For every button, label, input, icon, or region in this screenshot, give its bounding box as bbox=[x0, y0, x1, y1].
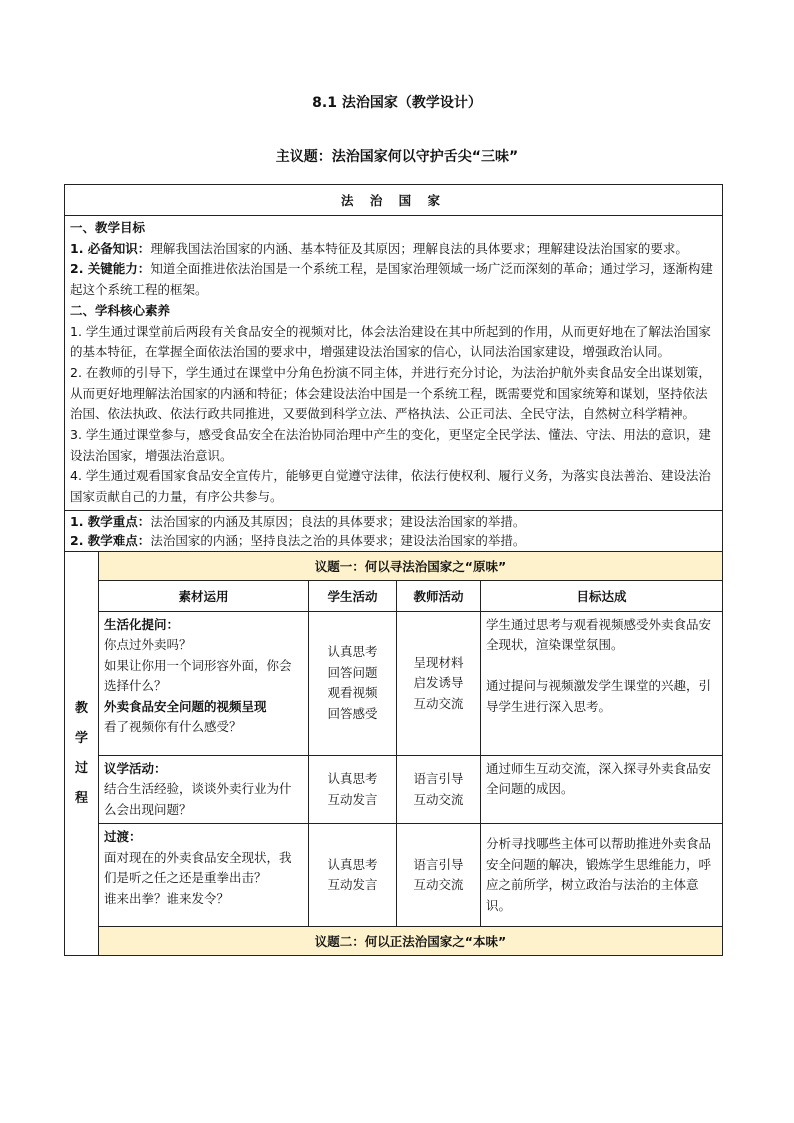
goal-cell: 通过师生互动交流，深入探寻外卖食品安全问题的成因。 bbox=[481, 755, 723, 824]
topic-two-title: 议题二：何以正法治国家之“本味” bbox=[99, 927, 723, 956]
literacy-item: 2. 在教师的引导下，学生通过在课堂中分角色扮演不同主体，并进行充分讨论，为法治护航外卖食品安全出谋划策，从而更好地理解法治国家的内涵和特征；体会建设法治中国是一个系统工程，既需要党和国家统筹和谋划，坚持依法治国、依法执政、依法行政共同推进，又要做到科学立法、严格执法、公正司法、全民守法，自然树立科学精神。 bbox=[70, 364, 711, 422]
teaching-focus: 1. 教学重点：法治国家的内涵及其原因；良法的具体要求；建设法治国家的举措。 bbox=[70, 513, 526, 529]
key-points bbox=[65, 510, 723, 551]
process-label: 教学过程 bbox=[65, 551, 99, 956]
literacy-item: 1. 学生通过课堂前后两段有关食品安全的视频对比，体会法治建设在其中所起到的作用，从而更好地在了解法治国家的基本特征，在掌握全面依法治国的要求中，增强建设法治国家的信心，认同法治国家建设，增强政治认同。 bbox=[70, 323, 711, 360]
literacy-item: 4. 学生通过观看国家食品安全宣传片，能够更自觉遵守法律，依法行使权利、履行义务，为落实良法善治、建设法治国家贡献自己的力量，有序公共参与。 bbox=[70, 468, 711, 505]
main-topic: 主议题：法治国家何以守护舌尖“三味” bbox=[275, 149, 519, 165]
goal-knowledge: 1. 必备知识：理解我国法治国家的内涵、基本特征及其原因；理解良法的具体要求；理解建设法治国家的要求。 bbox=[70, 240, 688, 256]
literacy-item: 3. 学生通过课堂参与，感受食品安全在法治协同治理中产生的变化，更坚定全民学法、懂法、守法、用法的意识，建设法治国家，增强法治意识。 bbox=[70, 427, 711, 463]
student-activity-cell: 认真思考 回答问题 观看视频 回答感受 bbox=[309, 611, 397, 755]
teacher-activity-cell: 语言引导 互动交流 bbox=[397, 755, 481, 824]
goal-cell: 学生通过思考与观看视频感受外卖食品安全现状，渲染课堂氛围。 通过提问与视频激发学生课堂的兴趣，引导学生进行深入思考。 bbox=[481, 611, 723, 755]
column-header-material: 素材运用 bbox=[99, 580, 309, 611]
goal-cell: 分析寻找哪些主体可以帮助推进外卖食品安全问题的解决，锻炼学生思维能力，呼应之前所学，树立政治与法治的主体意识。 bbox=[481, 824, 723, 927]
table-row bbox=[65, 824, 723, 927]
literacy-section-title: 二、学科核心素养 bbox=[70, 302, 171, 318]
teaching-difficulty: 2. 教学难点：法治国家的内涵；坚持良法之治的具体要求；建设法治国家的举措。 bbox=[70, 532, 526, 548]
column-header-teacher: 教师活动 bbox=[397, 580, 481, 611]
material-cell: 过渡： 面对现在的外卖食品安全现状，我们是听之任之还是重拳出击？ 谁来出拳？谁来发令？ bbox=[99, 824, 309, 927]
student-activity-cell: 认真思考 互动发言 bbox=[309, 755, 397, 824]
teaching-goals bbox=[65, 216, 723, 511]
material-cell: 生活化提问： 你点过外卖吗？ 如果让你用一个词形容外面，你会选择什么？ 外卖食品安全问题的视频呈现 看了视频你有什么感受？ bbox=[99, 611, 309, 755]
table-row bbox=[65, 755, 723, 824]
teacher-activity-cell: 语言引导 互动交流 bbox=[397, 824, 481, 927]
table-row bbox=[65, 611, 723, 755]
student-activity-cell: 认真思考 互动发言 bbox=[309, 824, 397, 927]
table-header: 法 治 国 家 bbox=[65, 185, 723, 216]
teacher-activity-cell: 呈现材料 启发诱导 互动交流 bbox=[397, 611, 481, 755]
column-header-student: 学生活动 bbox=[309, 580, 397, 611]
goal-ability: 2. 关键能力：知道全面推进依法治国是一个系统工程，是国家治理领域一场广泛而深刻的革命；通过学习，逐渐构建起这个系统工程的框架。 bbox=[70, 261, 713, 298]
topic-one-title: 议题一：何以寻法治国家之“原味” bbox=[99, 551, 723, 580]
goals-section-title: 一、教学目标 bbox=[70, 220, 146, 235]
material-cell: 议学活动： 结合生活经验，谈谈外卖行业为什么会出现问题？ bbox=[99, 755, 309, 824]
lesson-plan-table bbox=[64, 184, 723, 956]
column-header-goal: 目标达成 bbox=[481, 580, 723, 611]
document-title: 8.1 法治国家（教学设计） bbox=[312, 95, 482, 111]
